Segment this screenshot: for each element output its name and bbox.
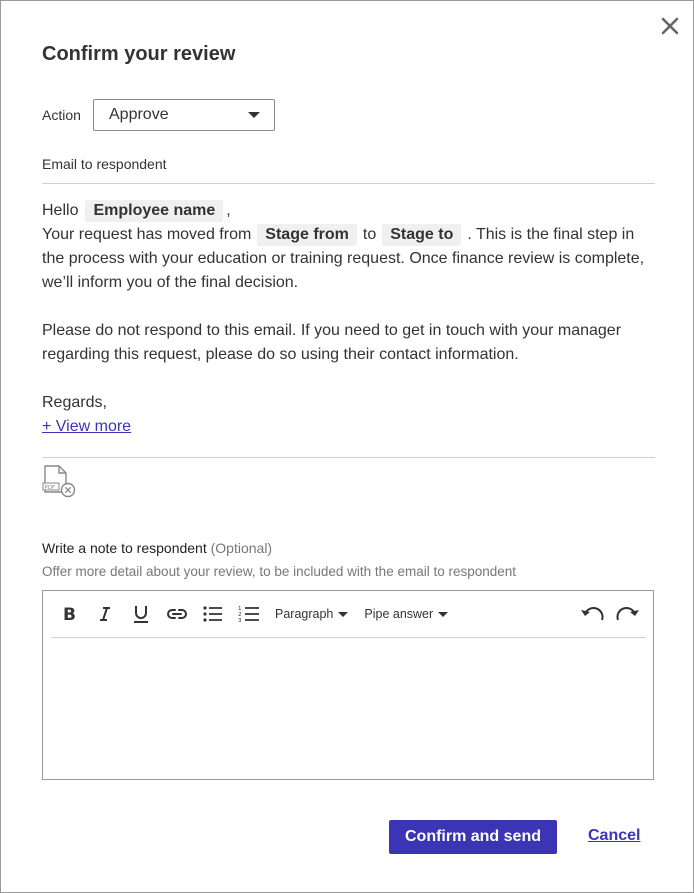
bullet-list-icon[interactable]	[195, 599, 231, 629]
editor-toolbar	[51, 591, 646, 638]
line2-suffix: . This is the final step in the process with your education or training request. Once finance review is complete, we’ll inform you of the final decision.	[42, 226, 645, 291]
pipe-answer-dropdown-label: Pipe answer	[364, 607, 434, 621]
action-select-value: Approve	[109, 106, 169, 123]
action-select[interactable]	[93, 99, 275, 131]
email-paragraph-2: Please do not respond to this email. If you need to get in touch with your manager regarding this request, please do so using their contact information.	[42, 322, 622, 363]
email-closing: Regards,	[42, 394, 107, 411]
stage-to-chip: Stage to	[382, 224, 461, 246]
note-label	[42, 540, 272, 556]
chevron-down-icon	[248, 112, 260, 118]
note-text-area[interactable]	[51, 639, 646, 779]
paragraph-dropdown-label: Paragraph	[275, 607, 334, 621]
pipe-answer-dropdown[interactable]	[364, 607, 448, 621]
email-paragraph-1	[42, 223, 657, 295]
line2-prefix: Your request has moved from	[42, 226, 252, 243]
employee-name-chip: Employee name	[85, 200, 223, 222]
email-section-label: Email to respondent	[42, 156, 167, 172]
stage-from-chip: Stage from	[257, 224, 357, 246]
divider	[42, 183, 655, 184]
greeting-text: Hello	[42, 202, 79, 219]
svg-text:1: 1	[238, 606, 242, 612]
svg-text:B: B	[63, 606, 76, 622]
undo-icon[interactable]	[574, 599, 610, 629]
link-icon[interactable]	[159, 599, 195, 629]
svg-text:PDF: PDF	[44, 485, 56, 491]
bold-icon[interactable]	[51, 599, 87, 629]
greeting-suffix: ,	[226, 202, 231, 219]
svg-text:2: 2	[238, 612, 242, 618]
note-editor	[42, 590, 654, 780]
note-help-text: Offer more detail about your review, to be included with the email to respondent	[42, 564, 517, 579]
history-controls	[574, 599, 646, 629]
underline-icon[interactable]	[123, 599, 159, 629]
svg-text:3: 3	[238, 618, 242, 623]
divider	[42, 457, 655, 458]
numbered-list-icon[interactable]	[231, 599, 267, 629]
cancel-button[interactable]: Cancel	[588, 827, 641, 844]
chevron-down-icon	[438, 612, 448, 617]
line2-to: to	[362, 226, 377, 243]
note-label-text: Write a note to respondent	[42, 540, 207, 556]
redo-icon[interactable]	[610, 599, 646, 629]
chevron-down-icon	[338, 612, 348, 617]
pdf-file-remove-icon[interactable]	[42, 465, 76, 499]
email-preview	[42, 199, 657, 439]
close-icon[interactable]	[657, 13, 683, 39]
dialog-title: Confirm your review	[42, 43, 236, 65]
confirm-and-send-button[interactable]: Confirm and send	[389, 820, 557, 854]
email-greeting	[42, 199, 657, 223]
italic-icon[interactable]	[87, 599, 123, 629]
view-more-link[interactable]: + View more	[42, 418, 132, 435]
action-label: Action	[42, 107, 81, 123]
paragraph-dropdown[interactable]	[275, 607, 348, 621]
note-optional: (Optional)	[210, 540, 273, 556]
action-row	[42, 99, 275, 131]
